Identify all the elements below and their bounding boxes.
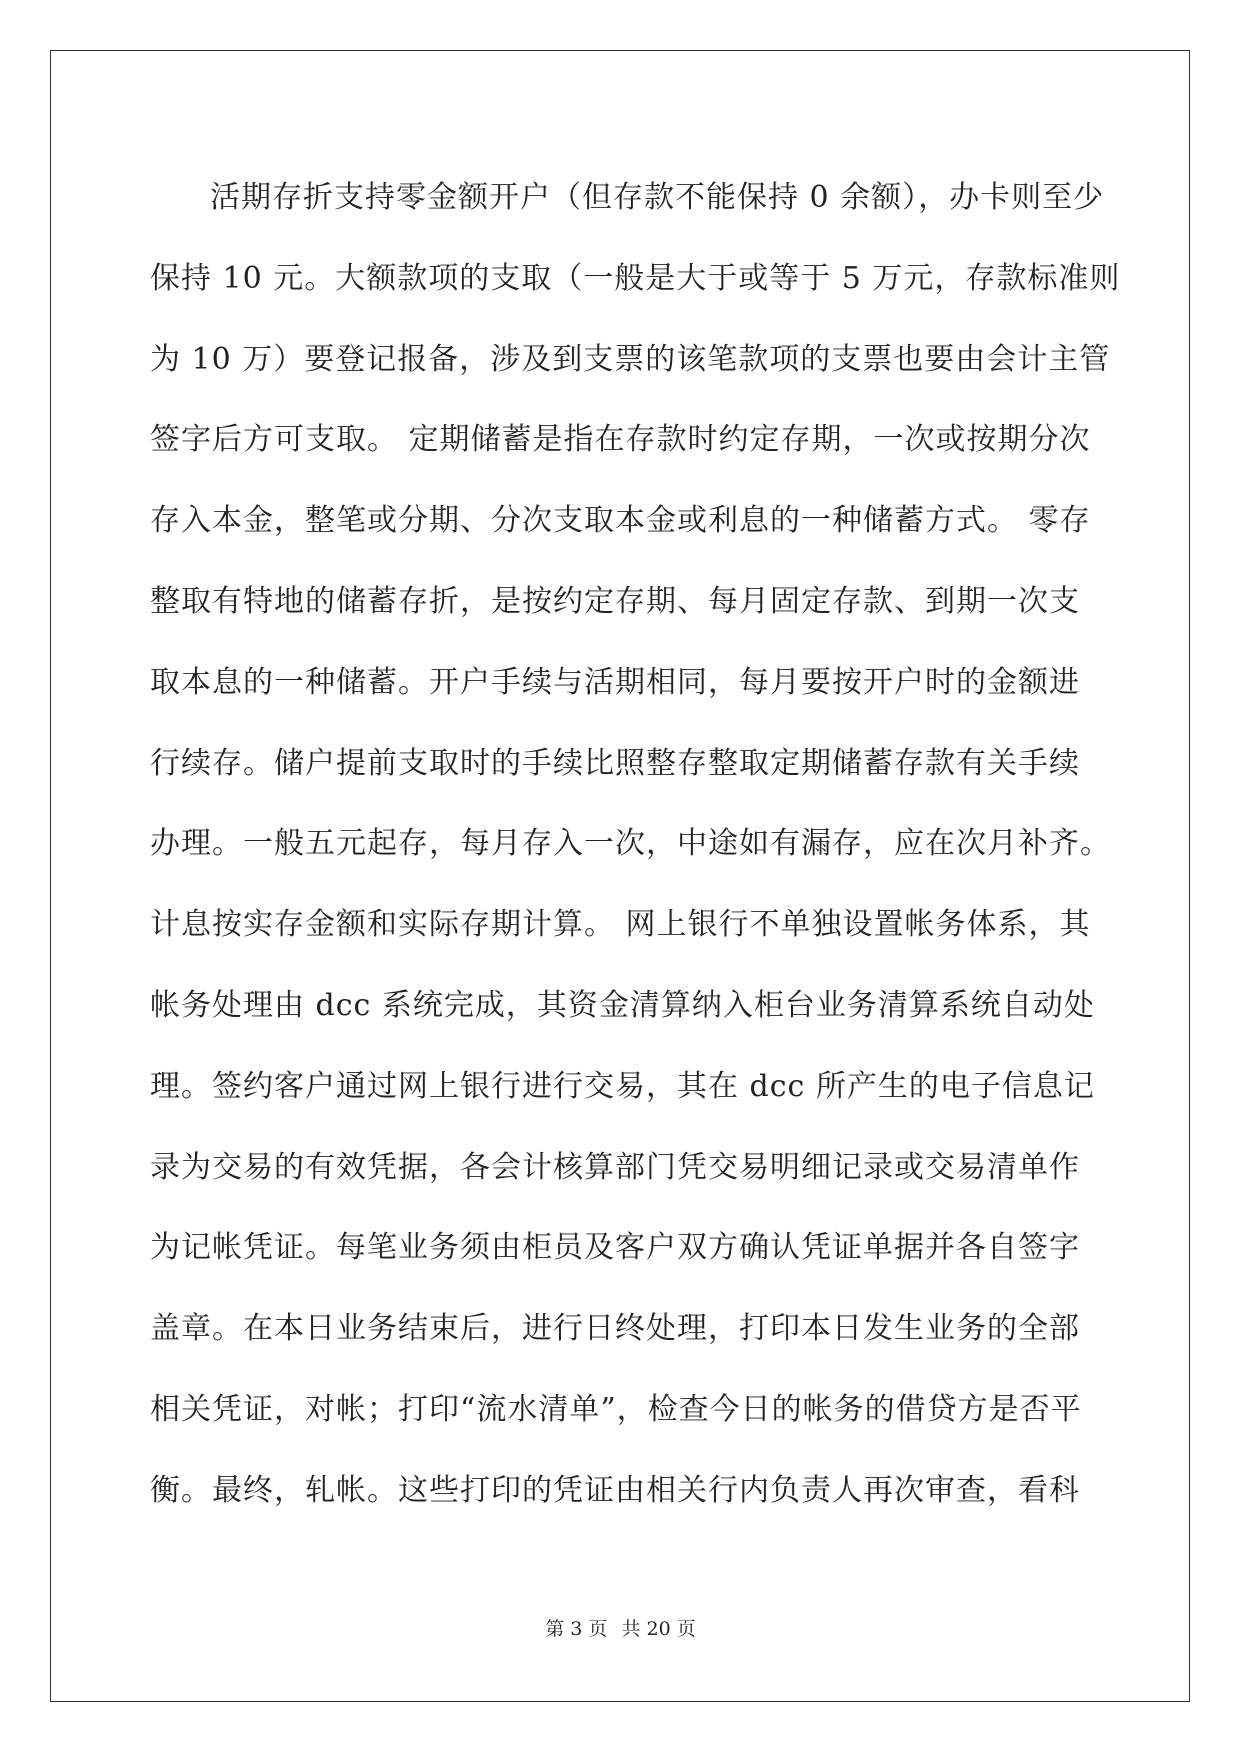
text-line: 取本息的一种储蓄。开户手续与活期相同，每月要按开户时的金额进 <box>150 664 1080 700</box>
text-line: 理。签约客户通过网上银行进行交易，其在 dcc 所产生的电子信息记 <box>150 1068 1095 1104</box>
text-line: 签字后方可支取。 定期储蓄是指在存款时约定存期，一次或按期分次 <box>150 422 1091 458</box>
text-line: 计息按实存金额和实际存期计算。 网上银行不单独设置帐务体系，其 <box>150 907 1091 943</box>
page-footer <box>0 1614 1241 1641</box>
text-line: 盖章。在本日业务结束后，进行日终处理，打印本日发生业务的全部 <box>150 1311 1080 1347</box>
text-line: 办理。一般五元起存，每月存入一次，中途如有漏存，应在次月补齐。 <box>150 826 1111 862</box>
text-line: 帐务处理由 dcc 系统完成，其资金清算纳入柜台业务清算系统自动处 <box>150 987 1095 1023</box>
text-line: 为记帐凭证。每笔业务须由柜员及客户双方确认凭证单据并各自签字 <box>150 1230 1080 1266</box>
text-line: 行续存。储户提前支取时的手续比照整存整取定期储蓄存款有关手续 <box>150 745 1080 781</box>
text-line: 活期存折支持零金额开户（但存款不能保持 0 余额），办卡则至少 <box>210 180 1105 215</box>
page-number: 第 3 页 <box>545 1618 608 1640</box>
text-line: 衡。最终，轧帐。这些打印的凭证由相关行内负责人再次审查，看科 <box>150 1472 1080 1508</box>
text-line: 整取有特地的储蓄存折，是按约定存期、每月固定存款、到期一次支 <box>150 583 1080 619</box>
body-text <box>150 158 1121 1532</box>
text-line: 相关凭证，对帐；打印“流水清单”，检查今日的帐务的借贷方是否平 <box>150 1391 1082 1427</box>
text-line: 保持 10 元。大额款项的支取（一般是大于或等于 5 万元，存款标准则 <box>150 260 1121 296</box>
text-line: 存入本金，整笔或分期、分次支取本金或利息的一种储蓄方式。 零存 <box>150 503 1091 539</box>
text-line: 录为交易的有效凭据，各会计核算部门凭交易明细记录或交易清单作 <box>150 1149 1080 1185</box>
text-line: 为 10 万）要登记报备，涉及到支票的该笔款项的支票也要由会计主管 <box>150 341 1111 377</box>
page-total: 共 20 页 <box>621 1618 696 1640</box>
